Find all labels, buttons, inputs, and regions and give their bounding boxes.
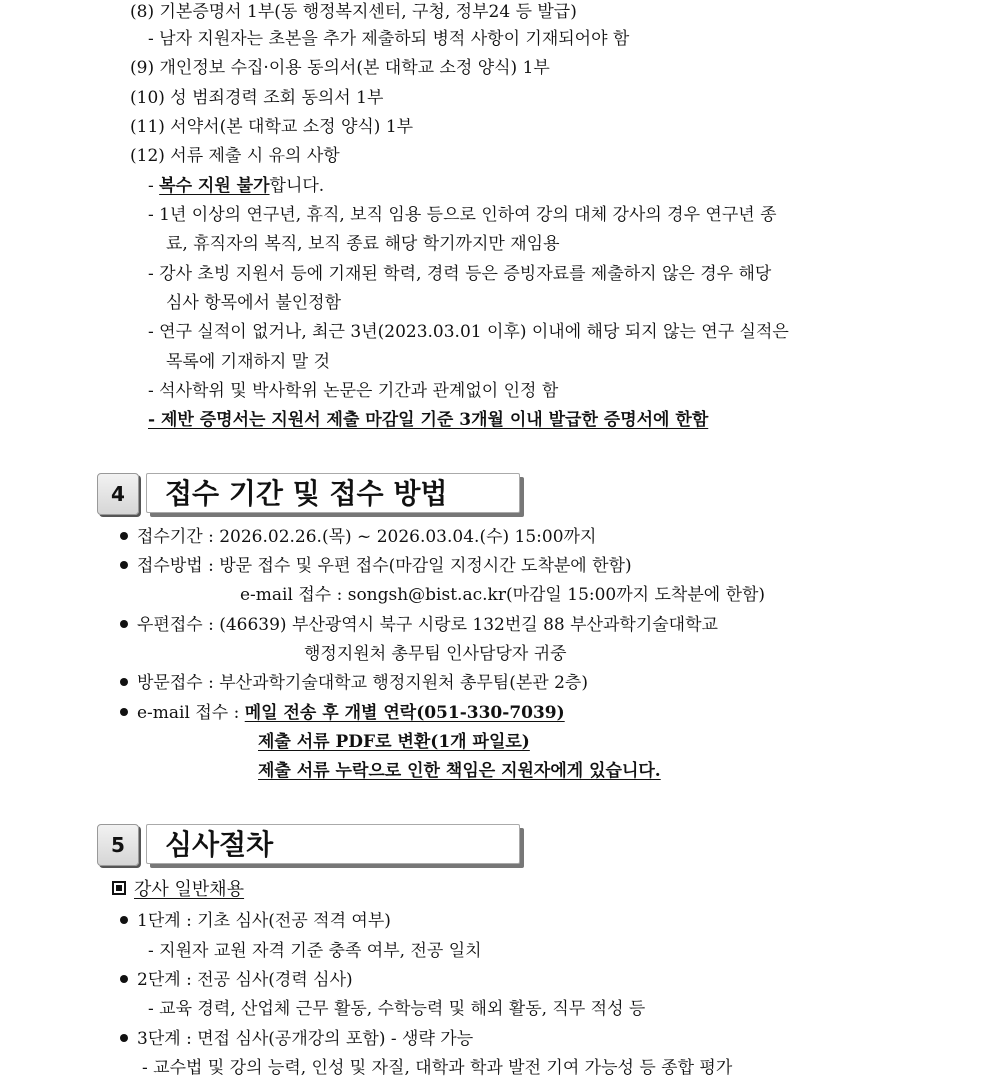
post-recipient: 행정지원처 총무팀 인사담당자 귀중 [304, 644, 567, 664]
section-5-number: 5 [97, 824, 139, 866]
section-4-number: 4 [97, 473, 139, 515]
note-1-bold: 복수 지원 불가 [159, 176, 270, 196]
step-2 [120, 969, 353, 991]
step-1 [120, 910, 391, 932]
bullet-icon [120, 916, 128, 924]
section-4-title: 접수 기간 및 접수 방법 [146, 473, 520, 513]
visit-text: 방문접수 : 부산과학기술대학교 행정지원처 총무팀(본관 2층) [137, 673, 588, 693]
item-11: (11) 서약서(본 대학교 소정 양식) 1부 [130, 117, 414, 137]
bullet-icon [120, 708, 128, 716]
note-6-text: 제반 증명서는 지원서 제출 마감일 기준 3개월 이내 발급한 증명서에 한함 [160, 410, 709, 430]
subheading-text: 강사 일반채용 [134, 879, 245, 900]
method-item [120, 555, 632, 577]
square-bullet-icon [112, 881, 126, 895]
note-5: - 석사학위 및 박사학위 논문은 기간과 관계없이 인정 함 [148, 381, 559, 401]
note-4-line1: - 연구 실적이 없거나, 최근 3년(2023.03.01 이후) 이내에 해당 되지 않는 연구 실적은 [148, 322, 789, 342]
note-2-line2: 료, 휴직자의 복직, 보직 종료 해당 학기까지만 재임용 [166, 234, 560, 254]
email-label: e-mail 접수 : [137, 703, 245, 723]
item-10: (10) 성 범죄경력 조회 동의서 1부 [130, 88, 384, 108]
note-3-line1: - 강사 초빙 지원서 등에 기재된 학력, 경력 등은 증빙자료를 제출하지 않은 경우 해당 [148, 264, 772, 284]
period-text: 접수기간 : 2026.02.26.(목) ~ 2026.03.04.(수) 15:00까지 [137, 527, 597, 547]
note-1: - 복수 지원 불가합니다. [148, 176, 325, 196]
item-12: (12) 서류 제출 시 유의 사항 [130, 146, 340, 166]
period-item [120, 526, 596, 548]
step-3-text: 3단계 : 면접 심사(공개강의 포함) - 생략 가능 [137, 1029, 474, 1049]
note-2-line1: - 1년 이상의 연구년, 휴직, 보직 임용 등으로 인하여 강의 대체 강사의 경우 연구년 종 [148, 205, 777, 225]
post-item [120, 614, 718, 636]
note-3-line2: 심사 항목에서 불인정함 [166, 293, 342, 313]
email-note-1: 메일 전송 후 개별 연락(051-330-7039) [244, 703, 565, 723]
visit-item [120, 672, 588, 694]
step-2-text: 2단계 : 전공 심사(경력 심사) [137, 970, 353, 990]
subheading [112, 879, 244, 901]
section-5-title: 심사절차 [146, 824, 520, 864]
method-email: e-mail 접수 : songsh@bist.ac.kr(마감일 15:00까지 도착분에 한함) [240, 585, 766, 605]
note-6: - 제반 증명서는 지원서 제출 마감일 기준 3개월 이내 발급한 증명서에 한함 [148, 410, 709, 430]
post-text: 우편접수 : (46639) 부산광역시 북구 시랑로 132번길 88 부산과학기술대학교 [137, 615, 718, 635]
item-9: (9) 개인정보 수집·이용 동의서(본 대학교 소정 양식) 1부 [130, 58, 550, 78]
step-3 [120, 1028, 473, 1050]
step-2-detail: - 교육 경력, 산업체 근무 활동, 수학능력 및 해외 활동, 직무 적성 등 [148, 999, 646, 1019]
item-8: (8) 기본증명서 1부(동 행정복지센터, 구청, 정부24 등 발급) [130, 2, 577, 22]
bullet-icon [120, 561, 128, 569]
item-8-note: - 남자 지원자는 초본을 추가 제출하되 병적 사항이 기재되어야 함 [148, 29, 630, 49]
step-3-detail: - 교수법 및 강의 능력, 인성 및 자질, 대학과 학과 발전 기여 가능성 등 종합 평가 [142, 1058, 733, 1078]
email-note-2: 제출 서류 PDF로 변환(1개 파일로) [258, 732, 530, 752]
bullet-icon [120, 975, 128, 983]
email-note-3: 제출 서류 누락으로 인한 책임은 지원자에게 있습니다. [258, 761, 661, 781]
note-4-line2: 목록에 기재하지 말 것 [166, 352, 331, 372]
bullet-icon [120, 678, 128, 686]
note-1-rest: 합니다. [269, 176, 325, 196]
bullet-icon [120, 620, 128, 628]
bullet-icon [120, 532, 128, 540]
method-text: 접수방법 : 방문 접수 및 우편 접수(마감일 지정시간 도착분에 한함) [137, 556, 632, 576]
step-1-detail: - 지원자 교원 자격 기준 충족 여부, 전공 일치 [148, 941, 482, 961]
bullet-icon [120, 1034, 128, 1042]
step-1-text: 1단계 : 기초 심사(전공 적격 여부) [137, 911, 391, 931]
email-item [120, 702, 565, 724]
